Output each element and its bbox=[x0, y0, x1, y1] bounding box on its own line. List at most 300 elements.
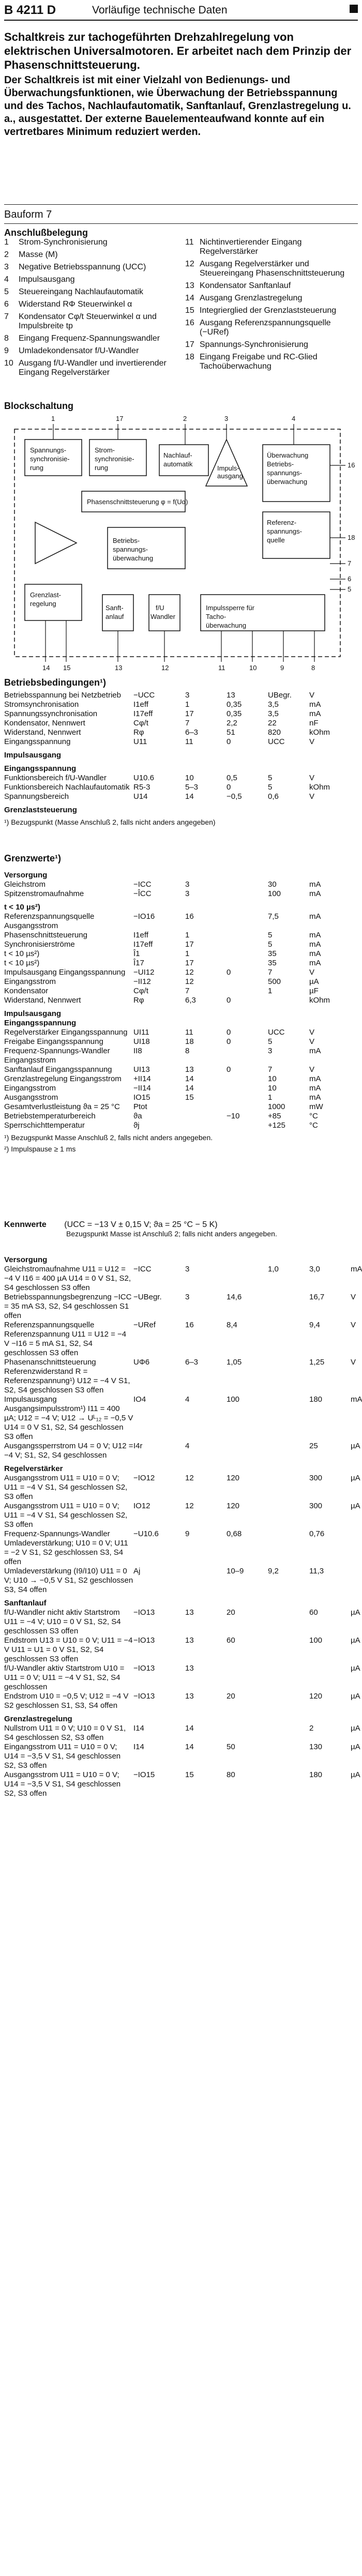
row-min: 8,4 bbox=[227, 1321, 237, 1329]
row-min: 100 bbox=[227, 1395, 240, 1404]
row-label: t < 10 µs²) bbox=[4, 949, 40, 958]
block-regelverstaerker bbox=[35, 522, 77, 564]
row-unit: µA bbox=[351, 1502, 360, 1510]
row-pin: 13 bbox=[185, 1664, 194, 1673]
pin-number: 14 bbox=[185, 294, 194, 302]
row-min bbox=[227, 940, 268, 949]
pin-label: Ausgang Regelverstärker und Steuereingang Phasenschnittsteuerung bbox=[200, 260, 345, 278]
row-pin: 13 bbox=[185, 1608, 194, 1617]
table-row bbox=[4, 774, 358, 783]
footnote: ¹) Bezugspunkt (Masse Anschluß 2, falls nicht anders angegeben) bbox=[4, 818, 216, 826]
row-unit: mA bbox=[309, 912, 321, 921]
row-symbol: −IO16 bbox=[133, 912, 155, 921]
diagram-pin-label: 11 bbox=[218, 664, 225, 672]
row-label: Sanftanlauf Eingangsspannung bbox=[4, 1065, 112, 1074]
row-symbol: ϑj bbox=[133, 1121, 140, 1130]
row-max: 10 bbox=[268, 1074, 277, 1083]
row-max: 5 bbox=[268, 774, 273, 782]
row-unit: V bbox=[309, 1037, 315, 1046]
row-typ bbox=[268, 1474, 309, 1502]
pin-label: Negative Betriebsspannung (UCC) bbox=[19, 263, 146, 271]
svg-text:Strom-: Strom- bbox=[95, 446, 115, 454]
table-row bbox=[4, 889, 358, 899]
row-pin: 4 bbox=[185, 1442, 190, 1450]
row-pin: 17 bbox=[185, 709, 194, 718]
row-typ bbox=[268, 1293, 309, 1321]
footnote: ¹) Bezugspunkt Masse Anschluß 2, falls nicht anders angegeben. bbox=[4, 1133, 213, 1142]
pinout-right bbox=[185, 238, 356, 374]
pinout-title: Anschlußbelegung bbox=[4, 228, 88, 238]
row-symbol: −II12 bbox=[133, 977, 151, 986]
row-min: 0 bbox=[227, 737, 231, 746]
row-max: 9,4 bbox=[309, 1321, 320, 1329]
row-min: −0,5 bbox=[227, 792, 242, 801]
row-symbol: Aj bbox=[133, 1567, 141, 1575]
row-max: UCC bbox=[268, 1028, 285, 1037]
row-max: 300 bbox=[309, 1474, 323, 1482]
svg-text:spannungs-: spannungs- bbox=[267, 527, 302, 535]
row-label: Gesamtverlustleistung ϑa = 25 °C bbox=[4, 1102, 120, 1111]
row-min bbox=[227, 1084, 268, 1093]
row-pin: 11 bbox=[185, 1028, 193, 1037]
row-unit bbox=[351, 1567, 362, 1595]
row-min bbox=[227, 949, 268, 959]
row-symbol: U11 bbox=[133, 737, 147, 746]
row-min bbox=[227, 977, 268, 987]
table-row bbox=[4, 1121, 358, 1130]
row-min bbox=[227, 1047, 268, 1065]
row-symbol: IO4 bbox=[133, 1395, 146, 1404]
row-max: 120 bbox=[309, 1692, 323, 1701]
row-symbol: −II14 bbox=[133, 1084, 151, 1093]
row-min: 14,6 bbox=[227, 1293, 242, 1301]
table-row bbox=[4, 1102, 358, 1112]
row-min: 13 bbox=[227, 691, 235, 700]
svg-text:f/U: f/U bbox=[156, 604, 164, 612]
row-unit: mA bbox=[309, 949, 321, 958]
svg-text:spannungs-: spannungs- bbox=[113, 545, 148, 553]
row-min: 2,2 bbox=[227, 719, 237, 728]
row-unit: V bbox=[309, 691, 315, 700]
table-row bbox=[4, 1093, 358, 1102]
row-unit: mA bbox=[309, 700, 321, 709]
characteristics-header bbox=[4, 1220, 358, 1238]
svg-text:Betriebs-: Betriebs- bbox=[267, 460, 294, 468]
row-unit: kOhm bbox=[309, 996, 330, 1005]
row-label: Ausgangsstrom U11 = U10 = 0 V; U11 = −4 V S1, S4 geschlossen S2, S3 offen bbox=[4, 1502, 128, 1529]
row-min: 50 bbox=[227, 1742, 235, 1751]
row-pin: 14 bbox=[185, 792, 194, 801]
pin-label: Kondensator Cφ/t Steuerwinkel α und Impulsbreite tp bbox=[19, 312, 157, 330]
bauform: Bauform 7 bbox=[4, 209, 52, 220]
row-typ bbox=[268, 1636, 309, 1664]
svg-text:spannungs-: spannungs- bbox=[267, 469, 302, 477]
row-label: Funktionsbereich Nachlaufautomatik bbox=[4, 783, 130, 792]
diagram-pin-label: 8 bbox=[311, 664, 315, 672]
limits-title: Grenzwerte¹) bbox=[4, 853, 62, 863]
pin-row bbox=[4, 287, 175, 297]
row-label: Regelverstärker bbox=[4, 1464, 63, 1473]
row-pin: 12 bbox=[185, 1502, 194, 1510]
pin-label: Spannungs-Synchronisierung bbox=[200, 340, 308, 349]
row-symbol: I4r bbox=[133, 1442, 143, 1450]
row-pin bbox=[185, 1102, 227, 1112]
svg-text:rung: rung bbox=[95, 464, 109, 472]
row-max: +85 bbox=[268, 1112, 281, 1120]
svg-text:synchronisie-: synchronisie- bbox=[30, 455, 70, 463]
row-label: Impulsausgang Eingangsspannung bbox=[4, 968, 126, 977]
row-label: Eingangsstrom U11 = U10 = 0 V; U14 = −3,5 V S1, S4 geschlossen S2, S3 offen bbox=[4, 1742, 121, 1770]
table-row bbox=[4, 1358, 358, 1395]
row-label: Ausgangsstrom bbox=[4, 1093, 58, 1102]
svg-text:synchronisie-: synchronisie- bbox=[95, 455, 134, 463]
table-row bbox=[4, 751, 358, 760]
row-min: 0 bbox=[227, 1065, 231, 1074]
row-label: Sanftanlauf bbox=[4, 1599, 47, 1608]
svg-text:überwachung: überwachung bbox=[206, 622, 247, 629]
operating-conditions-title: Betriebsbedingungen¹) bbox=[4, 677, 106, 688]
table-row bbox=[4, 1112, 358, 1121]
row-unit: V bbox=[351, 1321, 356, 1329]
row-label: Regelverstärker Eingangsspannung bbox=[4, 1028, 128, 1037]
pin-row bbox=[4, 312, 175, 331]
row-pin bbox=[185, 1112, 227, 1121]
svg-text:automatik: automatik bbox=[163, 460, 193, 468]
row-typ bbox=[268, 1358, 309, 1395]
table-row bbox=[4, 1724, 358, 1742]
row-max: 100 bbox=[309, 1636, 323, 1645]
row-label: Phasenschnittsteuerung bbox=[4, 931, 87, 940]
diagram-pin-label: 14 bbox=[42, 664, 50, 672]
row-pin: 6–3 bbox=[185, 728, 199, 737]
table-row bbox=[4, 1293, 358, 1321]
row-min: 60 bbox=[227, 1636, 235, 1645]
row-typ: 1,0 bbox=[268, 1265, 279, 1274]
pin-number: 4 bbox=[4, 275, 9, 284]
row-symbol: Ptot bbox=[133, 1102, 147, 1111]
svg-text:Tacho-: Tacho- bbox=[206, 613, 227, 620]
row-unit: V bbox=[309, 737, 315, 746]
row-label: Versorgung bbox=[4, 1255, 48, 1264]
row-min: 20 bbox=[227, 1692, 235, 1701]
row-typ bbox=[268, 1442, 309, 1460]
pin-label: Eingang Freigabe und RC-Glied Tachoüberwachung bbox=[200, 353, 318, 371]
row-unit: V bbox=[351, 1358, 356, 1367]
pin-label: Strom-Synchronisierung bbox=[19, 238, 108, 247]
row-pin bbox=[185, 1121, 227, 1130]
pin-row bbox=[4, 263, 175, 272]
row-max: 1000 bbox=[268, 1102, 285, 1111]
row-pin: 13 bbox=[185, 1065, 194, 1074]
row-min: 0 bbox=[227, 996, 231, 1005]
row-unit: V bbox=[309, 968, 315, 977]
row-min: 0 bbox=[227, 1028, 231, 1037]
row-max: 10 bbox=[268, 1084, 277, 1093]
row-unit: µA bbox=[351, 1636, 360, 1645]
row-max: 5 bbox=[268, 940, 273, 949]
table-row bbox=[4, 719, 358, 728]
row-unit: mA bbox=[351, 1395, 362, 1404]
table-row bbox=[4, 783, 358, 792]
svg-text:regelung: regelung bbox=[30, 600, 56, 608]
row-symbol: Cφ/t bbox=[133, 719, 148, 728]
row-label: Betriebsspannung bei Netzbetrieb bbox=[4, 691, 121, 700]
pin-label: Umladekondensator f/U-Wandler bbox=[19, 346, 139, 355]
row-unit: µA bbox=[351, 1442, 360, 1450]
table-row bbox=[4, 1664, 358, 1692]
table-row bbox=[4, 871, 358, 880]
pin-number: 18 bbox=[185, 353, 194, 361]
pin-row bbox=[4, 346, 175, 356]
block-diagram-svg bbox=[4, 414, 358, 672]
row-label: Endstrom U13 = U10 = 0 V; U11 = −4 V U11 = U1 = 0 V S1, S2, S4 geschlossen S3 offen bbox=[4, 1636, 133, 1663]
row-unit: mA bbox=[309, 959, 321, 967]
row-symbol: UI11 bbox=[133, 1028, 149, 1037]
table-row bbox=[4, 1599, 358, 1608]
table-row bbox=[4, 1321, 358, 1358]
row-label: Kondensator bbox=[4, 987, 49, 995]
row-max bbox=[268, 996, 309, 1005]
row-pin: 13 bbox=[185, 1692, 194, 1701]
svg-text:überwachung: überwachung bbox=[113, 554, 154, 562]
characteristics-cond2: Bezugspunkt Masse ist Anschluß 2; falls nicht anders angegeben. bbox=[66, 1230, 277, 1238]
row-min bbox=[227, 889, 268, 899]
row-label: Betriebsspannungsbegrenzung −ICC = 35 mA S3, S2, S4 geschlossen S1 offen bbox=[4, 1293, 132, 1320]
diagram-pin-label: 7 bbox=[348, 559, 352, 567]
intro-headline: Schaltkreis zur tachogeführten Drehzahlregelung von elektrischen Universalmotoren. Er arbeitet nach dem Prinzip der Phasenschnittsteuerung. bbox=[4, 31, 352, 71]
pin-row bbox=[4, 300, 175, 309]
row-max: 3,5 bbox=[268, 709, 279, 718]
svg-text:überwachung: überwachung bbox=[267, 478, 308, 486]
pinout-left bbox=[4, 238, 175, 381]
row-max bbox=[309, 1664, 351, 1692]
row-typ: 9,2 bbox=[268, 1567, 279, 1575]
row-pin: 5–3 bbox=[185, 783, 199, 792]
row-pin: 3 bbox=[185, 1293, 190, 1301]
row-pin: 7 bbox=[185, 719, 190, 728]
row-typ bbox=[268, 1529, 309, 1567]
row-symbol: Î1 bbox=[133, 949, 140, 958]
pin-row bbox=[4, 250, 175, 260]
row-max: 30 bbox=[268, 880, 277, 889]
diagram-pin-label: 4 bbox=[292, 415, 296, 422]
row-symbol: −UCC bbox=[133, 691, 155, 700]
row-label: Widerstand, Nennwert bbox=[4, 996, 81, 1005]
row-typ bbox=[268, 1742, 309, 1770]
row-max: 820 bbox=[268, 728, 281, 737]
row-max: 1 bbox=[268, 1093, 273, 1102]
row-symbol: −ÎCC bbox=[133, 889, 152, 898]
row-symbol: I1eff bbox=[133, 700, 148, 709]
pin-label: Impulsausgang bbox=[19, 275, 75, 284]
table-row bbox=[4, 1442, 358, 1460]
row-min: 10–9 bbox=[227, 1567, 244, 1575]
row-max: 3,0 bbox=[309, 1265, 320, 1274]
row-pin: 1 bbox=[185, 949, 190, 958]
row-label: Eingangsspannung bbox=[4, 737, 71, 746]
row-label: Grenzlastregelung bbox=[4, 1715, 72, 1723]
row-symbol: I17eff bbox=[133, 940, 153, 949]
diagram-pin-label: 15 bbox=[63, 664, 71, 672]
row-unit: mA bbox=[309, 709, 321, 718]
pin-row bbox=[185, 340, 356, 350]
table-row bbox=[4, 1474, 358, 1502]
row-unit: µA bbox=[351, 1724, 360, 1733]
row-label: Gleichstrom bbox=[4, 880, 46, 889]
divider bbox=[4, 204, 358, 205]
row-pin: 6–3 bbox=[185, 1358, 199, 1367]
footnote: ²) Impulspause ≥ 1 ms bbox=[4, 1145, 76, 1153]
row-symbol: UΦ6 bbox=[133, 1358, 150, 1367]
row-max: UBegr. bbox=[268, 691, 292, 700]
row-symbol: −IO13 bbox=[133, 1608, 155, 1617]
pin-row bbox=[185, 353, 356, 371]
row-pin: 17 bbox=[185, 959, 194, 967]
row-label: Spannungsbereich bbox=[4, 792, 69, 801]
pin-label: Eingang Frequenz-Spannungswandler bbox=[19, 334, 160, 343]
row-label: f/U-Wandler nicht aktiv Startstrom U11 = −4 V; U10 = 0 V S1, S2, S4 geschlossen S3 offen bbox=[4, 1608, 121, 1635]
table-row bbox=[4, 737, 358, 747]
block-diagram bbox=[4, 414, 358, 672]
table-row bbox=[4, 1009, 358, 1028]
row-pin: 11 bbox=[185, 737, 193, 746]
row-pin: 15 bbox=[185, 1770, 194, 1779]
row-max: 1,25 bbox=[309, 1358, 325, 1367]
row-pin: 3 bbox=[185, 691, 190, 700]
operating-conditions-table bbox=[4, 691, 358, 826]
row-unit: mA bbox=[309, 889, 321, 898]
row-label: Ausgangsstrom U11 = U10 = 0 V; U14 = −3,5 V S1, S4 geschlossen S2, S3 offen bbox=[4, 1770, 121, 1798]
row-symbol: −UBegr. bbox=[133, 1293, 162, 1301]
pin-number: 5 bbox=[4, 287, 9, 296]
row-unit: µF bbox=[309, 987, 319, 995]
row-min bbox=[227, 1724, 268, 1742]
row-pin: 12 bbox=[185, 1474, 194, 1482]
row-label: Umladeverstärkung (I9/I10) U11 = 0 V; U10 → −0,5 V S1, S2 geschlossen S3, S4 offen bbox=[4, 1567, 133, 1594]
pin-row bbox=[185, 260, 356, 278]
row-min bbox=[227, 1093, 268, 1102]
row-symbol: −U10.6 bbox=[133, 1529, 159, 1538]
row-min bbox=[227, 1121, 268, 1130]
row-pin: 12 bbox=[185, 977, 194, 986]
row-max: 2 bbox=[309, 1724, 314, 1733]
row-label: Eingangsstrom bbox=[4, 977, 56, 986]
row-min: 0,68 bbox=[227, 1529, 242, 1538]
table-row bbox=[4, 764, 358, 774]
row-symbol: IO15 bbox=[133, 1093, 150, 1102]
row-unit: mW bbox=[309, 1102, 323, 1111]
row-unit: µA bbox=[309, 977, 319, 986]
row-min bbox=[227, 1074, 268, 1084]
row-symbol: −ICC bbox=[133, 880, 152, 889]
row-max: 3,5 bbox=[268, 700, 279, 709]
row-label: Widerstand, Nennwert bbox=[4, 728, 81, 737]
row-max: 25 bbox=[309, 1442, 318, 1450]
row-symbol: −URef bbox=[133, 1321, 156, 1329]
row-min bbox=[227, 1442, 268, 1460]
row-symbol: Rφ bbox=[133, 996, 144, 1005]
row-symbol: I1eff bbox=[133, 931, 148, 940]
table-row bbox=[4, 700, 358, 709]
table-row bbox=[4, 1065, 358, 1074]
pin-row bbox=[185, 281, 356, 291]
svg-text:ausgang: ausgang bbox=[217, 472, 243, 480]
row-label: Impulsausgang Ausgangsimpulsstrom¹) I11 = 400 µA; U12 = −4 V; U12 → Uᴸ₁₂ = −0,5 V U14 = 0 V S1, S2, S4 geschlossen S3 offen bbox=[4, 1395, 133, 1441]
row-symbol: −IO13 bbox=[133, 1636, 155, 1645]
table-row bbox=[4, 1265, 362, 1293]
row-label: Phasenanschnittsteuerung Referenzwiderstand R = Referenzspannung¹) U12 = −4 V S1, S2, S4 geschlossen S3 offen bbox=[4, 1358, 130, 1395]
pin-row bbox=[4, 334, 175, 343]
row-typ bbox=[268, 1724, 309, 1742]
row-pin: 12 bbox=[185, 968, 194, 977]
row-pin: 8 bbox=[185, 1047, 190, 1055]
row-pin: 14 bbox=[185, 1724, 194, 1733]
row-min: 0 bbox=[227, 968, 231, 977]
row-max: UCC bbox=[268, 737, 285, 746]
table-row bbox=[4, 931, 358, 940]
row-symbol: −UI12 bbox=[133, 968, 155, 977]
row-symbol: −IO13 bbox=[133, 1692, 155, 1701]
row-max: 0,6 bbox=[268, 792, 279, 801]
block-diagram-title: Blockschaltung bbox=[4, 401, 74, 411]
pin-label: Integrierglied der Grenzlaststeuerung bbox=[200, 306, 337, 315]
diagram-pin-label: 6 bbox=[348, 575, 352, 583]
row-unit: µA bbox=[351, 1608, 360, 1617]
row-pin: 9 bbox=[185, 1529, 190, 1538]
row-pin: 3 bbox=[185, 880, 190, 889]
pin-number: 7 bbox=[4, 312, 9, 321]
row-unit: mA bbox=[309, 880, 321, 889]
svg-text:Referenz-: Referenz- bbox=[267, 519, 297, 526]
row-label: Grenzlastregelung Eingangsstrom bbox=[4, 1074, 122, 1083]
row-unit: mA bbox=[309, 940, 321, 949]
pin-label: Widerstand RΦ Steuerwinkel α bbox=[19, 300, 132, 309]
row-max: 300 bbox=[309, 1502, 323, 1510]
table-row bbox=[4, 1567, 358, 1595]
table-row bbox=[4, 940, 358, 949]
row-symbol: −IO13 bbox=[133, 1664, 155, 1673]
pin-row bbox=[185, 294, 356, 303]
table-row bbox=[4, 1502, 358, 1529]
row-label: Synchronisierströme bbox=[4, 940, 75, 949]
row-max: 22 bbox=[268, 719, 277, 728]
row-symbol: UI13 bbox=[133, 1065, 150, 1074]
row-max: 180 bbox=[309, 1770, 323, 1779]
table-row bbox=[4, 806, 358, 815]
table-row bbox=[4, 1255, 358, 1265]
svg-text:rung: rung bbox=[30, 464, 44, 472]
row-pin: 13 bbox=[185, 1636, 194, 1645]
row-unit: µA bbox=[351, 1770, 360, 1779]
row-unit bbox=[351, 1529, 362, 1567]
pin-number: 2 bbox=[4, 250, 9, 259]
row-pin: 18 bbox=[185, 1037, 194, 1046]
row-unit: mA bbox=[351, 1265, 362, 1274]
pin-label: Nichtinvertierender Eingang Regelverstärker bbox=[200, 238, 302, 256]
row-label: t < 10 µs²) bbox=[4, 959, 40, 967]
table-row bbox=[4, 1464, 358, 1474]
table-row bbox=[4, 912, 358, 931]
svg-text:Impuls-: Impuls- bbox=[217, 464, 239, 472]
row-pin: 1 bbox=[185, 700, 190, 709]
row-label: Betriebstemperaturbereich bbox=[4, 1112, 96, 1120]
row-label: Freigabe Eingangsspannung bbox=[4, 1037, 103, 1046]
pin-number: 9 bbox=[4, 346, 9, 355]
row-unit: nF bbox=[309, 719, 319, 728]
row-pin: 7 bbox=[185, 987, 190, 995]
row-min: 0,5 bbox=[227, 774, 237, 782]
row-label: t < 10 µs²) bbox=[4, 903, 40, 912]
